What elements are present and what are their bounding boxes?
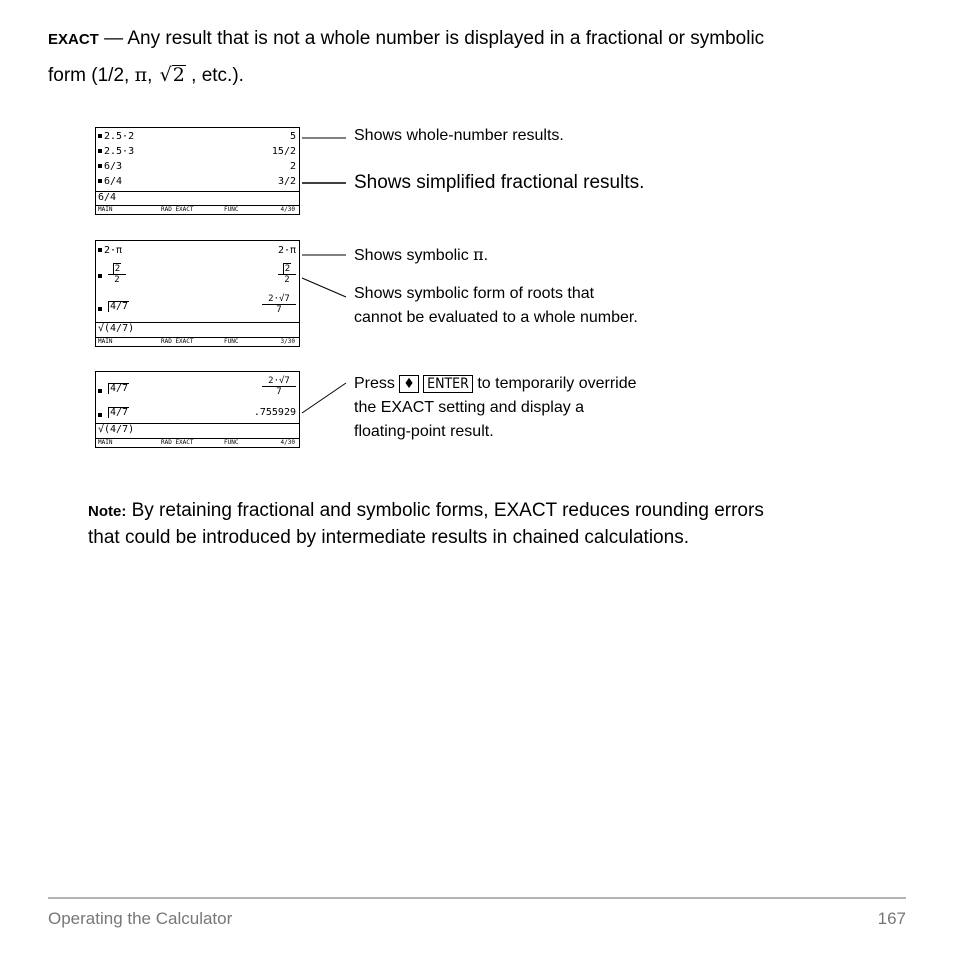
callout-roots-line-2: cannot be evaluated to a whole number. — [354, 309, 638, 326]
numerator: 2·√7 — [262, 294, 296, 305]
row-result: 3/2 — [277, 176, 296, 187]
bullet-icon — [98, 248, 102, 252]
row-input: 6/3 — [104, 161, 123, 172]
root-value: 2 — [114, 264, 121, 274]
root-value: 2 — [284, 264, 291, 274]
enter-key: ENTER — [423, 375, 473, 393]
diamond-key-icon: ♦ — [399, 375, 418, 393]
bullet-icon — [98, 307, 102, 311]
pi-comma: , — [147, 65, 153, 86]
callout-pi-text: Shows symbolic — [354, 247, 469, 264]
callout-override-line-2: the EXACT setting and display a — [354, 399, 585, 416]
row-result: 2 — [289, 161, 296, 172]
callout-whole-number: Shows whole-number results. — [354, 127, 564, 144]
status-graph: FUNC — [224, 439, 239, 446]
row-input-fraction — [108, 263, 126, 285]
status-angle: RAD EXACT — [161, 206, 194, 213]
row-input — [108, 407, 129, 418]
em-dash: — — [104, 28, 124, 49]
status-mode: MAIN — [98, 439, 113, 446]
row-result: 15/2 — [271, 146, 296, 157]
bullet-icon — [98, 179, 102, 183]
row-result: 5 — [289, 131, 296, 142]
calculator-screen-2 — [95, 240, 300, 347]
bullet-icon — [98, 389, 102, 393]
history-row — [98, 161, 296, 176]
note-label: Note: — [88, 503, 127, 520]
callout-pi — [354, 245, 488, 265]
status-count: 3/30 — [280, 338, 295, 345]
denominator: 2 — [284, 275, 290, 285]
row-result-fraction — [262, 294, 296, 315]
history-row — [98, 245, 296, 260]
status-count: 4/30 — [280, 439, 295, 446]
status-mode: MAIN — [98, 206, 113, 213]
page-number: 167 — [877, 909, 906, 928]
bullet-icon — [98, 134, 102, 138]
intro-text-2-pre: form (1/2, — [48, 65, 130, 86]
numerator: 2·√7 — [262, 376, 296, 387]
status-bar — [96, 438, 299, 447]
radical-sign: √ — [159, 64, 172, 86]
status-mode: MAIN — [98, 338, 113, 345]
callout-pi-period: . — [483, 247, 489, 264]
footer-divider — [48, 897, 906, 899]
callout-override-line-3: floating-point result. — [354, 423, 494, 440]
history-row — [98, 131, 296, 146]
override-text-1: to temporarily override — [477, 375, 637, 392]
row-result: 2·π — [277, 245, 296, 256]
exact-term: EXACT — [48, 31, 99, 48]
bullet-icon — [98, 274, 102, 278]
bullet-icon — [98, 164, 102, 168]
denominator: 7 — [276, 305, 282, 315]
note-line-2: that could be introduced by intermediate results in chained calculations. — [88, 527, 689, 548]
status-count: 4/30 — [280, 206, 295, 213]
pi-symbol: π — [134, 64, 148, 86]
intro-text-1: Any result that is not a whole number is displayed in a fractional or symbolic — [127, 28, 765, 49]
calculator-screen-3 — [95, 371, 300, 448]
history-row — [98, 176, 296, 191]
status-graph: FUNC — [224, 338, 239, 345]
row-result-fraction — [278, 263, 296, 285]
entry-separator — [96, 191, 299, 192]
entry-line[interactable]: √(4/7) — [98, 323, 135, 334]
root-value: 4/7 — [110, 301, 129, 312]
status-bar — [96, 337, 299, 346]
entry-line[interactable]: √(4/7) — [98, 424, 135, 435]
row-input — [108, 383, 129, 394]
history-row — [98, 146, 296, 161]
root-value: 4/7 — [110, 383, 129, 394]
status-angle: RAD EXACT — [161, 439, 194, 446]
row-input: 2.5·2 — [104, 131, 135, 142]
denominator: 7 — [276, 387, 282, 397]
bullet-icon — [98, 413, 102, 417]
note-line-1 — [88, 498, 764, 525]
row-input: 6/4 — [104, 176, 123, 187]
callout-fraction: Shows simplified fractional results. — [354, 172, 645, 193]
status-graph: FUNC — [224, 206, 239, 213]
callout-roots-line-1: Shows symbolic form of roots that — [354, 285, 595, 302]
press-text: Press — [354, 375, 395, 392]
intro-text-2-post: , etc.). — [191, 65, 244, 86]
row-input: 2·π — [104, 245, 123, 256]
status-angle: RAD EXACT — [161, 338, 194, 345]
row-result-fraction — [262, 376, 296, 397]
pi-symbol: π — [473, 245, 484, 264]
radicand: 2 — [172, 64, 185, 86]
callout-roots — [354, 282, 638, 330]
row-input: 2.5·3 — [104, 146, 135, 157]
bullet-icon — [98, 149, 102, 153]
entry-line[interactable]: 6/4 — [98, 192, 117, 203]
note-text-1: By retaining fractional and symbolic forms, EXACT reduces rounding errors — [131, 500, 764, 521]
calculator-screen-1 — [95, 127, 300, 215]
row-input — [108, 301, 129, 312]
callout-override — [354, 372, 637, 444]
row-result: .755929 — [253, 407, 296, 418]
note-paragraph — [88, 498, 764, 551]
callout-override-line-1 — [354, 372, 637, 396]
status-bar — [96, 205, 299, 214]
denominator: 2 — [114, 275, 120, 285]
footer-section: Operating the Calculator — [48, 909, 233, 928]
root-value: 4/7 — [110, 407, 129, 418]
